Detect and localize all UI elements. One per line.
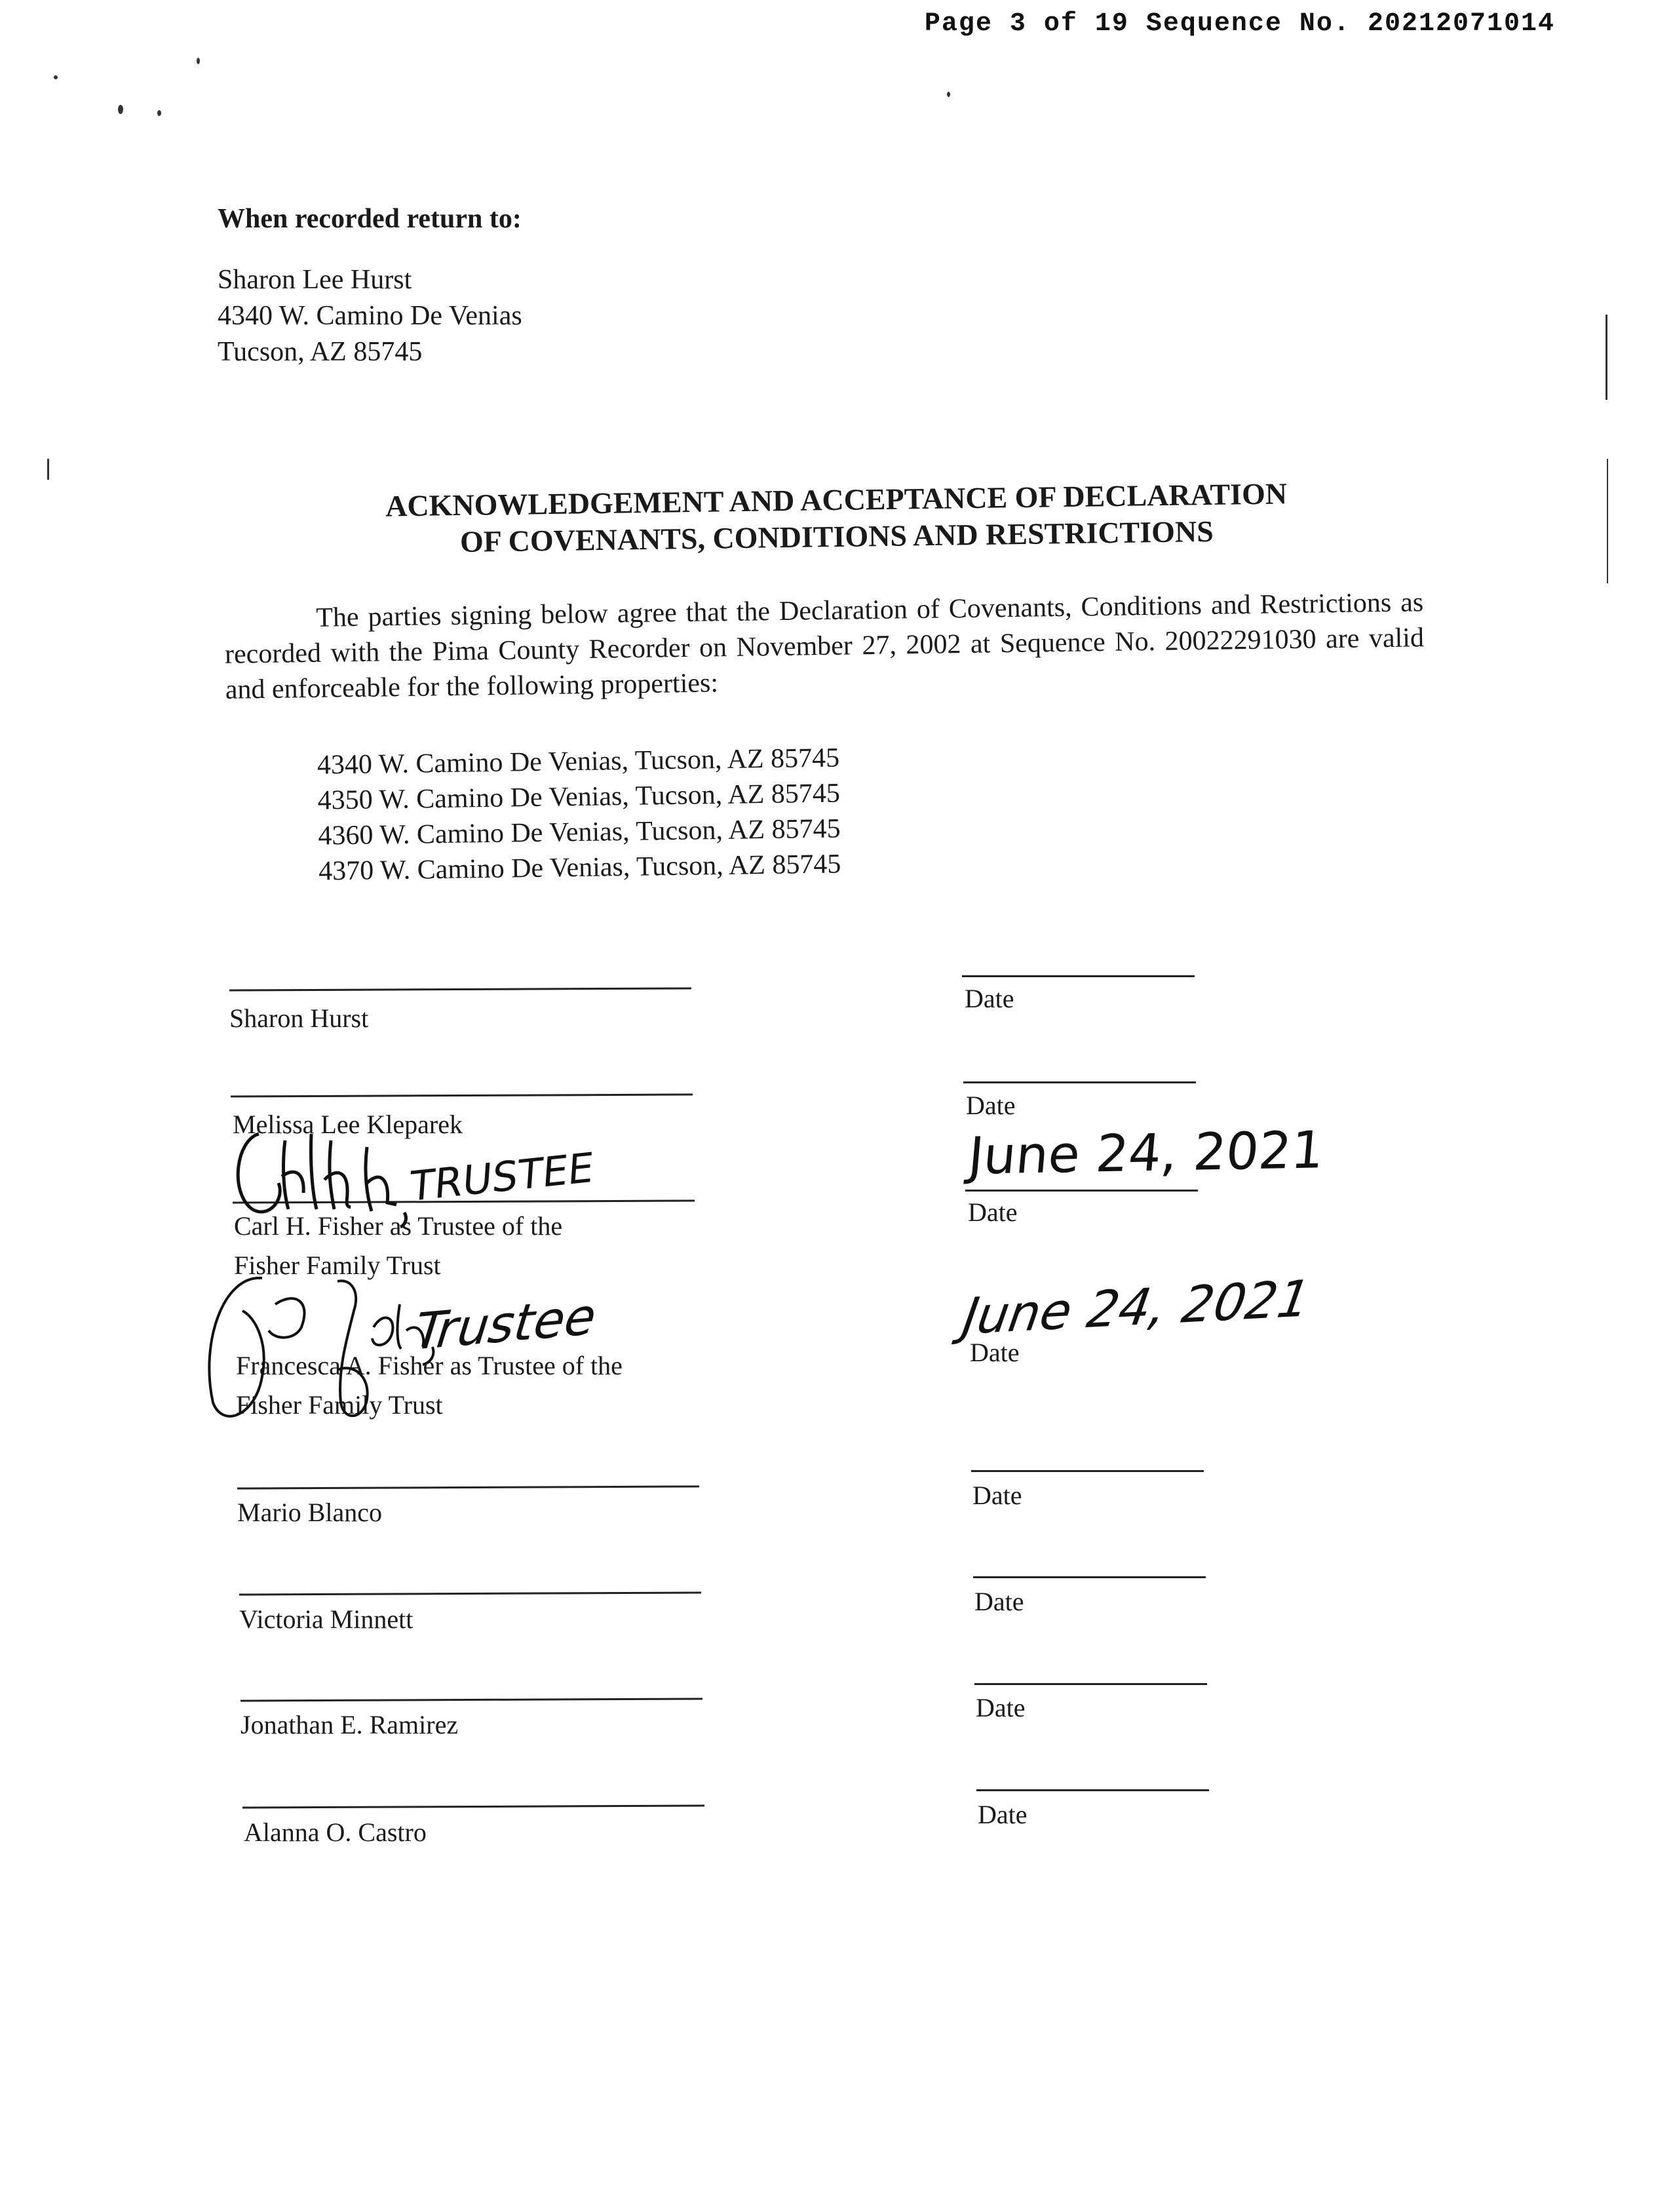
date-label: Date (968, 1197, 1018, 1227)
signature-line (233, 1199, 695, 1203)
signature-line (239, 1591, 701, 1595)
property-item: 4350 W. Camino De Venias, Tucson, AZ 85745 (317, 778, 841, 816)
scan-speck (947, 92, 950, 97)
return-street: 4340 W. Camino De Venias (218, 301, 522, 331)
date-line (962, 975, 1195, 977)
property-item: 4340 W. Camino De Venias, Tucson, AZ 85745 (317, 743, 840, 781)
property-list (317, 740, 841, 889)
date-label: Date (978, 1800, 1028, 1829)
date-label: Date (974, 1587, 1024, 1616)
date-label: Date (972, 1481, 1022, 1510)
title-line-2: OF COVENANTS, CONDITIONS AND RESTRICTIONS (459, 514, 1214, 559)
signatory-name: Melissa Lee Kleparek (233, 1110, 463, 1139)
return-address-block (218, 203, 522, 370)
date-line (965, 1190, 1198, 1192)
date-line (973, 1576, 1206, 1578)
signatory-name-line-2: Fisher Family Trust (234, 1251, 441, 1280)
signature-trustee-text: Trustee (405, 1286, 606, 1363)
scan-speck (157, 110, 161, 116)
title-line-1: ACKNOWLEDGEMENT AND ACCEPTANCE OF DECLARATION (385, 476, 1288, 523)
date-line (971, 1470, 1204, 1472)
property-item: 4360 W. Camino De Venias, Tucson, AZ 85745 (318, 813, 841, 851)
return-city: Tucson, AZ 85745 (218, 337, 423, 367)
signatory-name-line-2: Fisher Family Trust (236, 1390, 443, 1420)
signature-line (231, 1093, 693, 1097)
scan-margin-mark (47, 459, 49, 480)
date-label: Date (976, 1693, 1026, 1722)
signatory-name: Alanna O. Castro (244, 1817, 427, 1847)
signatory-name: Jonathan E. Ramirez (240, 1710, 459, 1739)
signature-line (240, 1698, 702, 1701)
signature-line (237, 1485, 699, 1489)
date-label: Date (965, 984, 1014, 1013)
scan-speck (54, 75, 58, 79)
signatory-name: Carl H. Fisher as Trustee of the (234, 1211, 563, 1241)
return-name: Sharon Lee Hurst (218, 265, 412, 295)
signature-line (242, 1804, 704, 1808)
document-title (0, 470, 1673, 567)
date-line (976, 1789, 1209, 1791)
signatory-name: Francesca A. Fisher as Trustee of the (236, 1351, 623, 1380)
property-item: 4370 W. Camino De Venias, Tucson, AZ 85745 (318, 849, 841, 887)
scan-speck (197, 58, 200, 64)
signatory-name: Victoria Minnett (239, 1604, 413, 1634)
page-sequence-header: Page 3 of 19 Sequence No. 20212071014 (924, 9, 1555, 39)
date-line (974, 1683, 1207, 1685)
return-heading: When recorded return to: (218, 204, 522, 234)
date-label: Date (970, 1338, 1020, 1367)
handwritten-date: June 24, 2021 (966, 1121, 1326, 1186)
date-label: Date (966, 1091, 1016, 1120)
signature-line (229, 987, 691, 991)
signature-trustee-text: TRUSTEE (408, 1143, 596, 1211)
scan-margin-mark (1606, 315, 1607, 400)
handwritten-date: June 24, 2021 (953, 1268, 1320, 1346)
agreement-text: The parties signing below agree that the Declaration of Covenants, Conditions and Restrictions as recorded with the Pima County Recorder on November 27, 2002 at Sequence No. 20022291030 are valid and enforceable for the following properties: (224, 587, 1425, 705)
date-line (963, 1081, 1196, 1083)
signatory-name: Mario Blanco (237, 1498, 383, 1527)
scan-speck (118, 105, 123, 114)
agreement-paragraph (224, 585, 1425, 708)
signatory-name: Sharon Hurst (229, 1003, 369, 1033)
